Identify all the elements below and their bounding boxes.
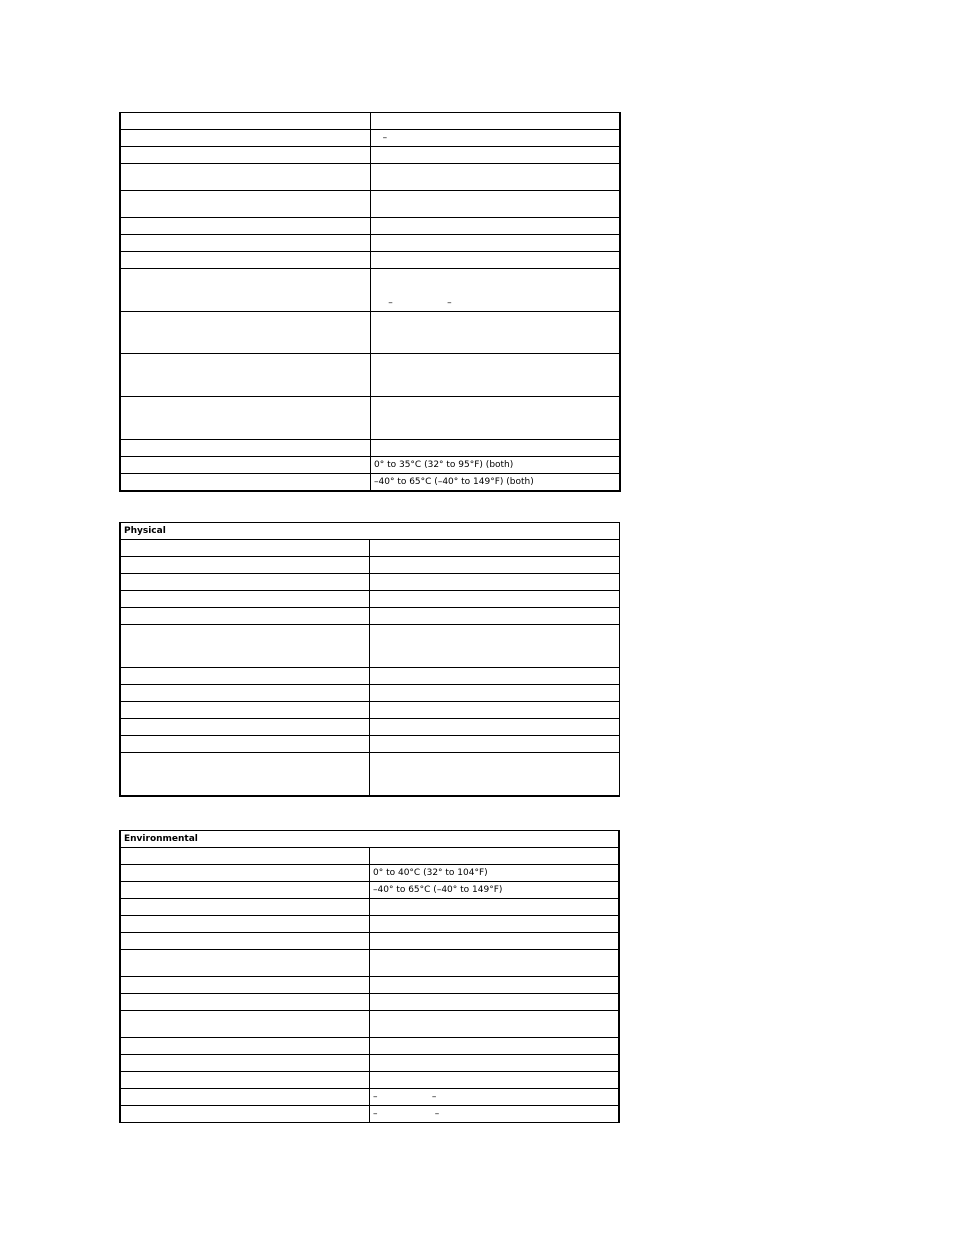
- spec-value: [370, 950, 620, 977]
- spec-label: [120, 252, 371, 269]
- spec-value: [370, 1055, 620, 1072]
- table-row: [120, 1089, 619, 1106]
- table-row: [120, 685, 620, 702]
- spec-label: [120, 130, 371, 147]
- table-row: [120, 1106, 619, 1123]
- spec-label: [120, 950, 370, 977]
- spec-value: – –: [370, 1106, 620, 1123]
- table-row: [120, 354, 620, 397]
- spec-value: [371, 113, 621, 130]
- spec-label: [120, 608, 370, 625]
- table-row: [120, 736, 620, 753]
- spec-value: 0° to 35°C (32° to 95°F) (both): [371, 457, 621, 474]
- spec-label: [120, 113, 371, 130]
- table-row: [120, 312, 620, 354]
- spec-value: [370, 608, 620, 625]
- table-row: [120, 608, 620, 625]
- spec-label: [120, 1089, 370, 1106]
- table-row: [120, 899, 619, 916]
- table-row: [120, 557, 620, 574]
- table-row: [120, 397, 620, 440]
- table-row: [120, 457, 620, 474]
- spec-value: – –: [370, 1089, 620, 1106]
- spec-label: [120, 269, 371, 312]
- spec-label: [120, 668, 370, 685]
- table-row: [120, 1055, 619, 1072]
- spec-label: [120, 235, 371, 252]
- spec-value: [370, 848, 620, 865]
- table-row: [120, 668, 620, 685]
- spec-value: [371, 397, 621, 440]
- spec-label: [120, 1072, 370, 1089]
- table-row: [120, 950, 619, 977]
- spec-label: [120, 474, 371, 492]
- spec-value: [370, 916, 620, 933]
- environmental-header-row: [120, 831, 619, 848]
- spec-label: [120, 191, 371, 218]
- spec-label: [120, 147, 371, 164]
- spec-label: [120, 591, 370, 608]
- spec-value: [371, 218, 621, 235]
- spec-value: –: [371, 130, 621, 147]
- spec-value: [371, 312, 621, 354]
- spec-label: [120, 736, 370, 753]
- table-row: [120, 719, 620, 736]
- spec-value: [370, 625, 620, 668]
- spec-label: [120, 457, 371, 474]
- spec-label: [120, 1011, 370, 1038]
- spec-label: [120, 753, 370, 797]
- spec-label: [120, 916, 370, 933]
- spec-label: [120, 848, 370, 865]
- spec-value: –40° to 65°C (–40° to 149°F): [370, 882, 620, 899]
- table-row: [120, 625, 620, 668]
- table-row: [120, 882, 619, 899]
- spec-value: [370, 933, 620, 950]
- spec-label: [120, 164, 371, 191]
- spec-value: [370, 1038, 620, 1055]
- spec-label: [120, 218, 371, 235]
- table-row: [120, 191, 620, 218]
- spec-label: [120, 1106, 370, 1123]
- spec-label: [120, 540, 370, 557]
- spec-label: [120, 702, 370, 719]
- table-row: [120, 474, 620, 492]
- spec-value: [371, 235, 621, 252]
- spec-label: [120, 865, 370, 882]
- specs-table-top: [119, 112, 621, 492]
- table-row: [120, 848, 619, 865]
- spec-label: [120, 977, 370, 994]
- table-row: [120, 269, 620, 312]
- spec-label: [120, 557, 370, 574]
- table-row: [120, 1038, 619, 1055]
- table-row: [120, 574, 620, 591]
- spec-label: [120, 1055, 370, 1072]
- spec-value: 0° to 40°C (32° to 104°F): [370, 865, 620, 882]
- spec-value: [371, 164, 621, 191]
- spec-value: [370, 557, 620, 574]
- spec-value: [370, 668, 620, 685]
- table-row: [120, 218, 620, 235]
- spec-label: [120, 397, 371, 440]
- table-row: [120, 702, 620, 719]
- table-row: [120, 977, 619, 994]
- spec-label: [120, 719, 370, 736]
- table-row: [120, 753, 620, 797]
- spec-value: [370, 591, 620, 608]
- spec-label: [120, 685, 370, 702]
- spec-value: [371, 252, 621, 269]
- spec-value: [370, 736, 620, 753]
- spec-label: [120, 440, 371, 457]
- spec-label: [120, 882, 370, 899]
- table-row: [120, 252, 620, 269]
- table-row: [120, 130, 620, 147]
- spec-value: [370, 753, 620, 797]
- spec-value: [370, 994, 620, 1011]
- table-row: [120, 164, 620, 191]
- spec-label: [120, 625, 370, 668]
- table-row: [120, 994, 619, 1011]
- spec-value: [370, 702, 620, 719]
- physical-header-row: [120, 523, 620, 540]
- table-row: [120, 1011, 619, 1038]
- spec-label: [120, 933, 370, 950]
- spec-label: [120, 994, 370, 1011]
- physical-title: Physical: [120, 523, 620, 540]
- spec-value: [371, 354, 621, 397]
- spec-value: [370, 1011, 620, 1038]
- table-row: [120, 235, 620, 252]
- environmental-title: Environmental: [120, 831, 619, 848]
- table-row: [120, 865, 619, 882]
- spec-value: [371, 440, 621, 457]
- spec-value: [370, 540, 620, 557]
- environmental-table: [119, 830, 620, 1123]
- table-row: [120, 113, 620, 130]
- table-row: [120, 147, 620, 164]
- spec-value: [370, 899, 620, 916]
- table-row: [120, 916, 619, 933]
- table-row: [120, 440, 620, 457]
- spec-value: [371, 147, 621, 164]
- physical-table: [119, 522, 620, 797]
- spec-label: [120, 1038, 370, 1055]
- spec-label: [120, 354, 371, 397]
- table-row: [120, 933, 619, 950]
- spec-value: – –: [371, 269, 621, 312]
- spec-label: [120, 899, 370, 916]
- spec-value: [371, 191, 621, 218]
- spec-value: [370, 977, 620, 994]
- spec-value: –40° to 65°C (–40° to 149°F) (both): [371, 474, 621, 492]
- table-row: [120, 540, 620, 557]
- spec-value: [370, 719, 620, 736]
- spec-label: [120, 574, 370, 591]
- table-row: [120, 1072, 619, 1089]
- table-row: [120, 591, 620, 608]
- spec-label: [120, 312, 371, 354]
- spec-value: [370, 685, 620, 702]
- spec-value: [370, 1072, 620, 1089]
- spec-value: [370, 574, 620, 591]
